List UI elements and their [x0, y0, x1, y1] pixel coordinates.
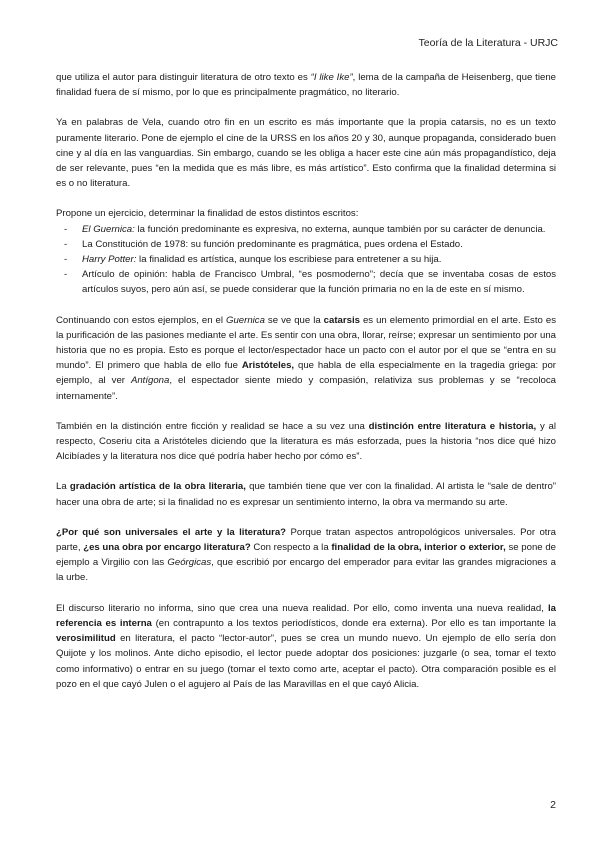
- text: , lema de la campaña de Heisenberg, que tiene finalidad fuera de sí mismo, por lo que es principalmente pragmático, no literario.: [56, 72, 556, 99]
- keyword: ¿es una obra por encargo literatura?: [83, 542, 251, 554]
- paragraph-5: [56, 419, 556, 465]
- text: y al respecto, Coseriu cita a Aristóteles diciendo que la literatura es más esforzada, pues la historia “nos dice qué hizo Alcibíades y la literatura nos dice qué podría haber hecho por cómo es”.: [56, 420, 556, 463]
- text: La: [56, 481, 70, 493]
- keyword: ¿Por qué son universales el arte y la literatura?: [56, 526, 287, 538]
- list-item-title: Harry Potter:: [82, 254, 137, 266]
- keyword: gradación artística de la obra literaria,: [69, 481, 246, 493]
- paragraph-1: [56, 70, 556, 100]
- paragraph-8: [56, 601, 556, 692]
- text: , el espectador siente miedo y compasión, relativiza sus problemas y se “recoloca internamente”.: [56, 375, 556, 402]
- keyword: verosimilitud: [56, 633, 116, 645]
- list-item-text: Artículo de opinión: habla de Francisco Umbral, “es posmoderno”; decía que se inventaba cosas de estos artículos suyos, pero aún así, se puede considerar que la función primaria no en la de este en sí mismo.: [82, 269, 556, 296]
- text: Geórgicas: [167, 557, 212, 569]
- text: Propone un ejercicio, determinar la finalidad de estos distintos escritos:: [56, 208, 359, 220]
- paragraph-3: [56, 206, 556, 221]
- text: (en contrapunto a los textos periodísticos, donde era externa). Por ello es tan importante la: [151, 617, 556, 629]
- paragraph-4: [56, 313, 556, 404]
- text: Porque tratan aspectos antropológicos universales. Por otra parte,: [56, 526, 556, 554]
- page-number: 2: [550, 799, 556, 811]
- paragraph-7: [56, 525, 556, 586]
- text: se ve que la: [264, 314, 324, 326]
- list-item: [82, 237, 556, 252]
- list-item: [82, 267, 556, 297]
- text: que también tiene que ver con la finalidad. Al artista le “sale de dentro” hacer una obra de arte; si la finalidad no es expresar un sentimiento interno, la obra va mermando su arte.: [56, 481, 556, 508]
- text: es un elemento primordial en el arte. Esto es la purificación de las pasiones mediante el arte. Es sentir con una obra, llorar, reírse; expresar un sentimiento por una historia que no es propia. Esto es porque el lector/espectador hace un pacto con el autor por el que se “entra en su mundo”. El primero que habla de ello fue: [56, 314, 556, 372]
- list-item: [82, 222, 556, 237]
- list-item: [82, 252, 556, 267]
- keyword: la referencia es interna: [56, 602, 556, 629]
- text: que habla de ella especialmente en la tragedia griega: por ejemplo, al ver: [56, 360, 556, 387]
- text: Con respecto a la: [250, 542, 332, 554]
- text: , que escribió por encargo del emperador para evitar las grandes migraciones a la urbe.: [56, 557, 556, 584]
- paragraph-6: [56, 479, 556, 509]
- keyword: distinción entre literatura e historia,: [368, 420, 537, 432]
- document-body: [56, 70, 556, 707]
- text: También en la distinción entre ficción y realidad se hace a su vez una: [56, 420, 369, 432]
- list-item-title: El Guernica:: [82, 223, 135, 235]
- keyword: catarsis: [323, 314, 360, 326]
- text: Antígona: [130, 375, 170, 387]
- text: se pone de ejemplo a Virgilio con las: [56, 542, 556, 569]
- text: que utiliza el autor para distinguir literatura de otro texto es: [56, 72, 311, 83]
- text: Guernica: [226, 314, 265, 326]
- text: Continuando con estos ejemplos, en el: [56, 314, 226, 326]
- keyword: finalidad de la obra, interior o exterior,: [331, 542, 506, 554]
- page-header: Teoría de la Literatura - URJC: [418, 37, 558, 49]
- list-item-text: la función predominante es expresiva, no externa, aunque también por su carácter de denuncia.: [134, 223, 546, 235]
- slogan-quote: “I like Ike”: [310, 72, 353, 83]
- paragraph-2: [56, 115, 556, 191]
- text: en literatura, el pacto “lector-autor”, pues se crea un mundo nuevo. Un ejemplo de ello sería don Quijote y los molinos. Ante dicho episodio, el lector puede adoptar dos posiciones: juzgarle (o sea, tomar el texto como informativo) o entrar en su juego (tomar el texto como arte, aceptar el pacto). Otra comparación posible es el pozo en el que cayó Julen o el agujero al País de las Maravillas en el que cayó Alicia.: [56, 633, 556, 690]
- text: Ya en palabras de Vela, cuando otro fin en un escrito es más importante que la propia catarsis, no es un texto puramente literario. Pone de ejemplo el cine de la URSS en los años 20 y 30, aunque propaganda, considerado buen cine y al día en las vanguardias. Sin embargo, cuando se les obliga a hacer este cine aún más propagandístico, deja de ser relevante, pues “en la medida que es más libre, es más artístico”. Esto confirma que la finalidad determina si es o no literatura.: [56, 117, 556, 190]
- text: El discurso literario no informa, sino que crea una nueva realidad. Por ello, como inventa una nueva realidad,: [56, 602, 548, 614]
- keyword: Aristóteles,: [241, 360, 295, 372]
- exercise-list: [56, 222, 556, 298]
- list-item-text: La Constitución de 1978: su función predominante es pragmática, pues ordena el Estado.: [82, 238, 463, 250]
- list-item-text: la finalidad es artística, aunque los escribiese para entretener a su hija.: [136, 254, 442, 266]
